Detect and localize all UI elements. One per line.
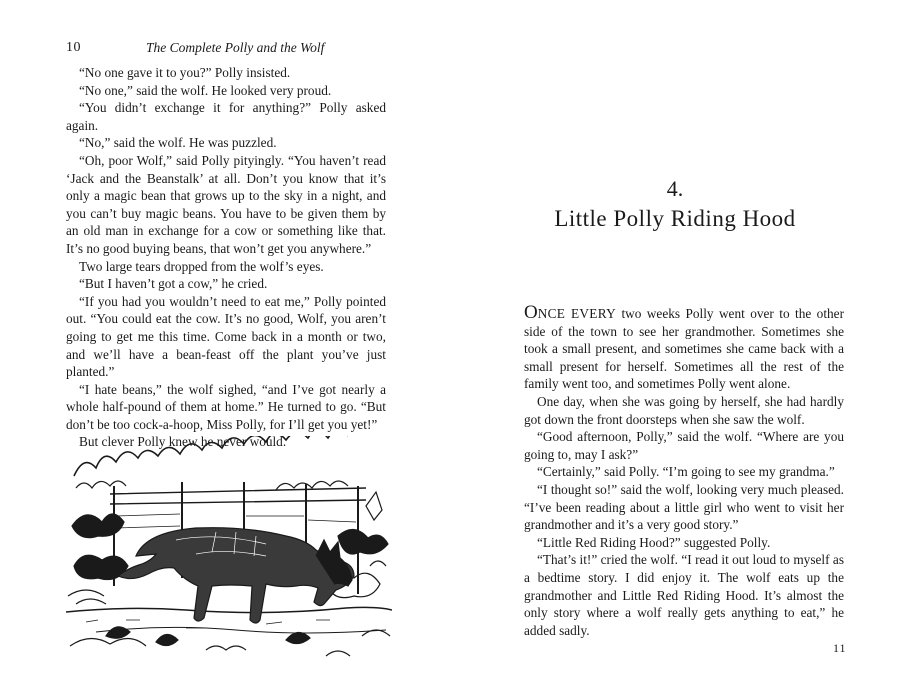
- page-number-left: 10: [66, 40, 81, 55]
- paragraph: But clever Polly knew he never would.: [79, 434, 287, 450]
- paragraph: “I hate beans,” the wolf sighed, “and I’ve got nearly a whole half-pound of them at home.” He turned to go. “But don’t be too cock-a-hoop, Miss Polly, for I’ll get you yet!”: [66, 381, 386, 432]
- wolf-in-garden-illustration: [66, 436, 392, 668]
- paragraph: “Little Red Riding Hood?” suggested Polly.: [537, 534, 771, 550]
- paragraph: “Oh, poor Wolf,” said Polly pityingly. “You haven’t read ‘Jack and the Beanstalk’ at all. Don’t you know that it’s only a magic bean that grows up to the sky in a night, and you can’t buy magic beans. You have to be given them by an old man in exchange for a cow or something like that. It’s no good buying beans, that won’t get you anywhere.”: [66, 152, 386, 256]
- paragraph: “That’s it!” cried the wolf. “I read it out loud to myself as a bedtime story. I did enjoy it. The wolf eats up the grandmother and Little Red Riding Hood. It’s almost the only story where a wolf really gets anything to eat,” he added sadly.: [524, 552, 844, 638]
- paragraph: “No one gave it to you?” Polly insisted.: [79, 65, 291, 80]
- paragraph: Two large tears dropped from the wolf’s eyes.: [79, 258, 324, 274]
- paragraph: “You didn’t exchange it for anything?” Polly asked again.: [66, 100, 386, 133]
- paragraph: “No,” said the wolf. He was puzzled.: [79, 135, 277, 151]
- chapter-title: Little Polly Riding Hood: [554, 206, 796, 231]
- opening-small-caps: NCE EVERY: [537, 306, 617, 321]
- opening-paragraph: [524, 304, 844, 393]
- paragraph: “No one,” said the wolf. He looked very proud.: [79, 82, 332, 98]
- left-body-text: [66, 64, 386, 451]
- page-number-right: 11: [833, 641, 847, 655]
- paragraph: “I thought so!” said the wolf, looking very much pleased. “I’ve been reading about a little girl who went to visit her grandmother and it’s a very good story.”: [524, 481, 844, 533]
- right-page: [450, 0, 900, 695]
- paragraph: “Certainly,” said Polly. “I’m going to see my grandma.”: [537, 464, 835, 480]
- paragraph: “If you had you wouldn’t need to eat me,” Polly pointed out. “You could eat the cow. It’s no good, Wolf, you aren’t going to get me this time. Come back in a month or two, and we’ll have a bean-feast off the plant you’ve just planted.”: [66, 293, 386, 380]
- chapter-number: 4.: [666, 176, 684, 201]
- right-body-text: [524, 304, 844, 639]
- paragraph: One day, when she was going by herself, she had hardly got down the front doorsteps when she saw the wolf.: [524, 393, 844, 427]
- running-head-title: The Complete Polly and the Wolf: [146, 40, 325, 55]
- opening-text: two weeks Polly went over to the other side of the town to see her grandmother. Sometimes she took a small present, and sometimes she came back with a small present for herself. Sometimes all the rest of the family went too, and sometimes Polly went alone.: [524, 306, 844, 392]
- running-head: [66, 40, 386, 60]
- drop-cap: O: [524, 302, 538, 323]
- paragraph: “Good afternoon, Polly,” said the wolf. “Where are you going to, may I ask?”: [524, 429, 844, 462]
- paragraph: “But I haven’t got a cow,” he cried.: [79, 276, 268, 292]
